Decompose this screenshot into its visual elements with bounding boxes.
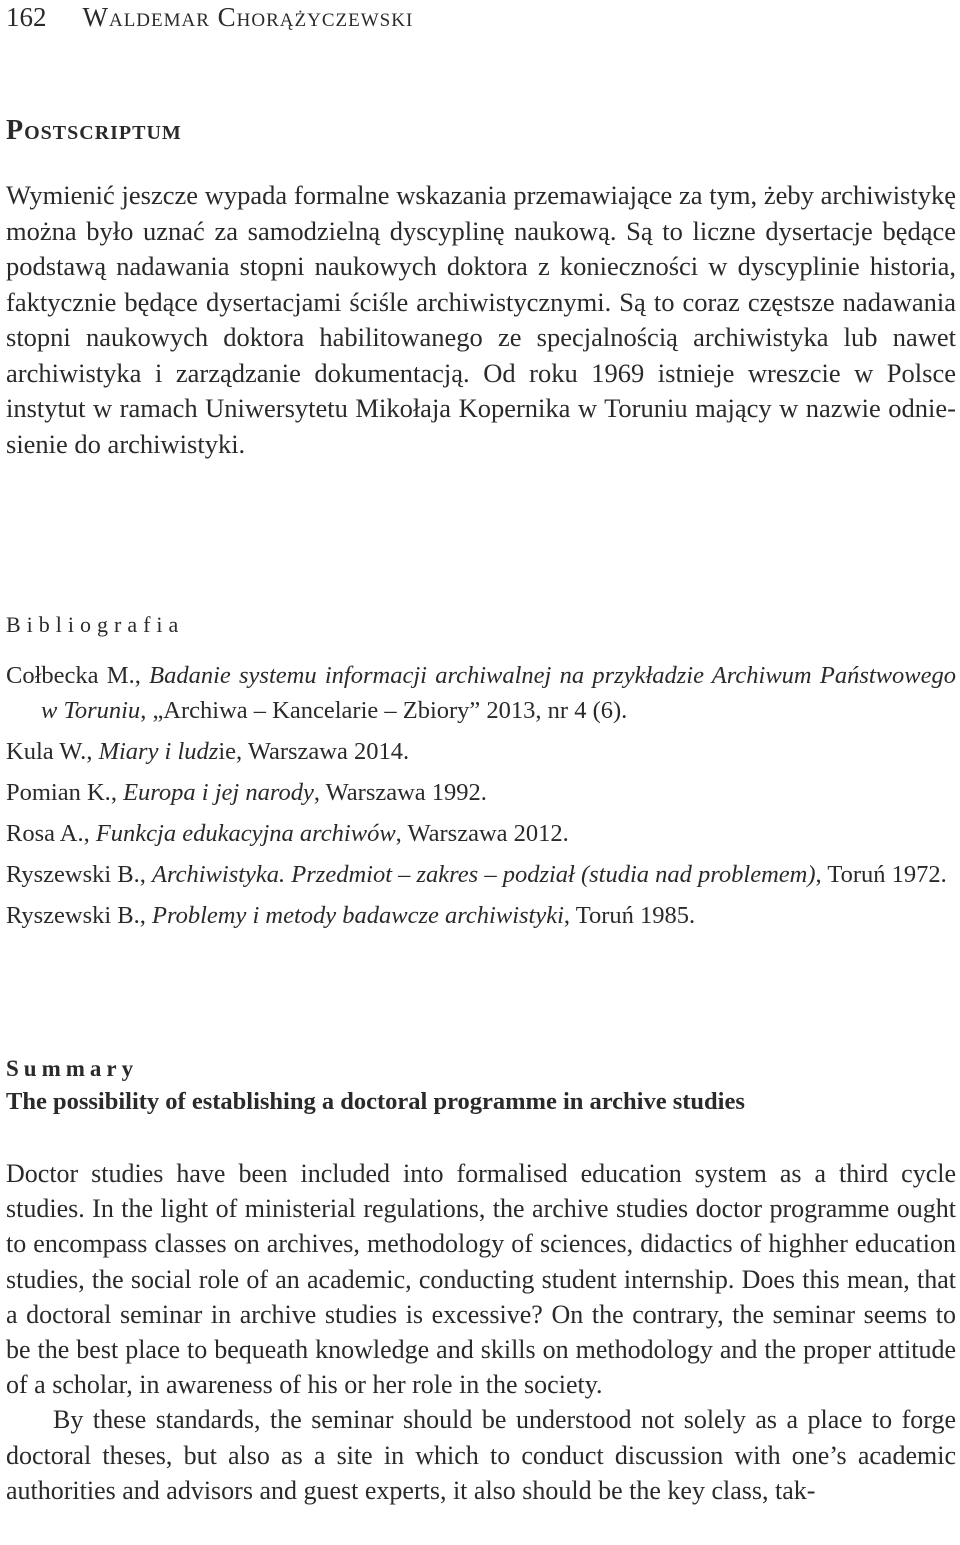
bib-separator: ,	[139, 861, 153, 888]
bib-separator: ,	[83, 820, 96, 847]
summary-heading: Summary	[6, 1056, 139, 1081]
bib-publication: , Warszawa 1992.	[313, 779, 487, 806]
bibliography-heading: Bibliografia	[6, 612, 185, 637]
bib-publication: ie, Warszawa 2014.	[218, 738, 410, 765]
bibliography-entry	[6, 658, 956, 728]
running-head	[6, 0, 413, 34]
bib-separator: ,	[139, 902, 153, 929]
bib-title: Archiwistyka. Przedmiot – zakres – podział (studia nad problemem)	[152, 861, 816, 888]
running-head-author: Waldemar Chorążyczewski	[82, 2, 414, 32]
bib-author: Ryszewski B.	[6, 861, 140, 888]
bib-title: Miary i ludz	[98, 738, 219, 765]
bib-separator: ,	[86, 738, 99, 765]
bibliography-entry	[6, 816, 956, 851]
bib-publication: , Toruń 1972.	[815, 861, 947, 888]
page-number: 162	[6, 2, 47, 32]
postscript-paragraph: Wymienić jeszcze wypada formalne wskazania przemawiające za tym, żeby archiwistykę można było uznać za samodzielną dyscyplinę naukową. Są to liczne dysertacje będące podstawą nadawania stopni naukowych doktora z konieczności w dyscyplinie historia, faktycznie będące dysertacjami ściśle archiwistycznymi. Są to coraz częstsze nadawania stopni naukowych doktora habilitowanego ze specjalnością archiwistyka lub nawet archiwistyka i zarządzanie dokumentacją. Od roku 1969 istnieje wreszcie w Polsce instytut w ramach Uniwersytetu Mikołaja Kopernika w Toruniu mający w nazwie odniesienie do archiwistyki.	[6, 180, 956, 459]
bib-title: Europa i jej narody	[123, 779, 314, 806]
bibliography-entry	[6, 734, 956, 769]
bib-title: Problemy i metody badawcze archiwistyki	[152, 902, 564, 929]
bib-author: Kula W.	[6, 738, 87, 765]
bib-title: Badanie systemu informacji archiwalnej na przykładzie Archiwum Państwowego w Toruniu	[41, 662, 957, 724]
summary-paragraph: Doctor studies have been included into formalised education system as a third cycle studies. In the light of ministerial regulations, the archive studies doctor programme ought to encompass classes on archives, methodology of sciences, didactics of highher education studies, the social role of an academic, conducting student internship. Does this mean, that a doctoral seminar in archive studies is excessive? On the contrary, the seminar seems to be the best place to bequeath knowledge and skills on methodology and the proper attitude of a scholar, in awareness of his or her role in the society.	[6, 1159, 956, 1400]
summary-title: The possibility of establishing a doctoral programme in archive studies	[6, 1088, 745, 1115]
bibliography-entry	[6, 898, 956, 933]
bib-title: Funkcja edukacyjna archiwów	[95, 820, 396, 847]
section-title-postscript: Postscriptum	[6, 115, 182, 146]
summary-paragraph: By these standards, the seminar should be understood not solely as a place to forge doctoral theses, but also as a site in which to conduct discussion with one’s academic authorities and advisors and guest experts, it also should be the key class, tak-	[6, 1405, 956, 1505]
bib-publication: , Toruń 1985.	[563, 902, 696, 929]
bibliography-entry	[6, 857, 956, 892]
bib-author: Cołbecka M.	[6, 662, 135, 689]
bibliography-list	[6, 658, 956, 939]
bib-author: Ryszewski B.	[6, 902, 140, 929]
summary-body	[6, 1156, 956, 1508]
bib-separator: ,	[110, 779, 124, 806]
bib-author: Pomian K.	[6, 779, 111, 806]
bib-publication: , „Archiwa – Kancelarie – Zbiory” 2013, nr 4 (6).	[140, 697, 628, 724]
bib-publication: , Warszawa 2012.	[395, 820, 569, 847]
bibliography-entry	[6, 775, 956, 810]
bib-separator: ,	[134, 662, 150, 689]
bib-author: Rosa A.	[6, 820, 84, 847]
